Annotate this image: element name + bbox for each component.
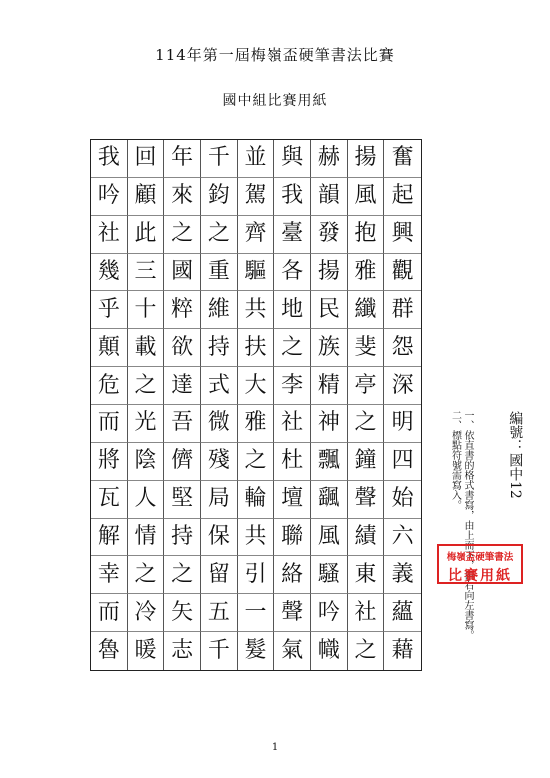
- grid-cell: 群: [384, 291, 421, 329]
- grid-cell: 神: [311, 405, 348, 443]
- grid-cell: 共: [238, 291, 275, 329]
- grid-cell: 聲: [348, 481, 385, 519]
- grid-cell: 鐘: [348, 443, 385, 481]
- grid-cell: 之: [238, 443, 275, 481]
- grid-cell: 斐: [348, 329, 385, 367]
- grid-cell: 鈞: [201, 178, 238, 216]
- page-number: 1: [271, 742, 279, 753]
- grid-cell: 危: [91, 367, 128, 405]
- grid-cell: 千: [201, 140, 238, 178]
- grid-cell: 民: [311, 291, 348, 329]
- grid-cell: 維: [201, 291, 238, 329]
- grid-cell: 一: [238, 594, 275, 632]
- page-title: 114年第一屆梅嶺盃硬筆書法比賽: [155, 46, 395, 64]
- grid-cell: 乎: [91, 291, 128, 329]
- grid-cell: 陰: [128, 443, 165, 481]
- grid-cell: 亭: [348, 367, 385, 405]
- grid-cell: 絡: [274, 556, 311, 594]
- grid-cell: 揚: [348, 140, 385, 178]
- grid-cell: 吟: [91, 178, 128, 216]
- grid-cell: 李: [274, 367, 311, 405]
- stamp-line-1: 梅嶺盃硬筆書法: [446, 552, 514, 563]
- grid-cell: 扶: [238, 329, 275, 367]
- grid-cell: 情: [128, 519, 165, 557]
- grid-cell: 績: [348, 519, 385, 557]
- grid-cell: 國: [164, 254, 201, 292]
- grid-cell: 杜: [274, 443, 311, 481]
- grid-cell: 持: [201, 329, 238, 367]
- grid-cell: 之: [164, 556, 201, 594]
- grid-cell: 怨: [384, 329, 421, 367]
- grid-cell: 吟: [311, 594, 348, 632]
- grid-cell: 人: [128, 481, 165, 519]
- grid-cell: 族: [311, 329, 348, 367]
- grid-cell: 驅: [238, 254, 275, 292]
- grid-cell: 抱: [348, 216, 385, 254]
- grid-cell: 之: [128, 556, 165, 594]
- grid-cell: 颻: [311, 481, 348, 519]
- grid-cell: 達: [164, 367, 201, 405]
- page-subtitle: 國中組比賽用紙: [222, 93, 328, 109]
- grid-cell: 社: [348, 594, 385, 632]
- grid-cell: 解: [91, 519, 128, 557]
- grid-cell: 五: [201, 594, 238, 632]
- grid-cell: 聲: [274, 594, 311, 632]
- serial-number: 編號：國中12: [507, 411, 524, 499]
- grid-cell: 十: [128, 291, 165, 329]
- grid-cell: 與: [274, 140, 311, 178]
- grid-cell: 而: [91, 594, 128, 632]
- grid-cell: 持: [164, 519, 201, 557]
- grid-cell: 纖: [348, 291, 385, 329]
- grid-cell: 矢: [164, 594, 201, 632]
- grid-cell: 義: [384, 556, 421, 594]
- writing-grid: [90, 139, 422, 671]
- grid-cell: 始: [384, 481, 421, 519]
- grid-cell: 社: [91, 216, 128, 254]
- grid-cell: 臺: [274, 216, 311, 254]
- grid-cell: 式: [201, 367, 238, 405]
- grid-cell: 回: [128, 140, 165, 178]
- grid-cell: 之: [348, 632, 385, 670]
- grid-cell: 起: [384, 178, 421, 216]
- grid-cell: 光: [128, 405, 165, 443]
- grid-cell: 重: [201, 254, 238, 292]
- grid-cell: 飄: [311, 443, 348, 481]
- grid-cell: 魯: [91, 632, 128, 670]
- grid-cell: 之: [274, 329, 311, 367]
- grid-cell: 風: [348, 178, 385, 216]
- grid-cell: 顛: [91, 329, 128, 367]
- grid-cell: 欲: [164, 329, 201, 367]
- grid-cell: 興: [384, 216, 421, 254]
- instruction-line-2: 二、標點符號需寫入。: [449, 410, 461, 510]
- grid-cell: 來: [164, 178, 201, 216]
- grid-cell: 騷: [311, 556, 348, 594]
- grid-cell: 瓦: [91, 481, 128, 519]
- grid-cell: 而: [91, 405, 128, 443]
- grid-cell: 我: [91, 140, 128, 178]
- grid-cell: 幟: [311, 632, 348, 670]
- grid-cell: 髮: [238, 632, 275, 670]
- grid-cell: 載: [128, 329, 165, 367]
- grid-cell: 聯: [274, 519, 311, 557]
- competition-stamp: [437, 544, 523, 584]
- instruction-line-1: 一、依直書的格式書寫，由上而下，由右向左書寫。: [462, 410, 473, 640]
- grid-cell: 吾: [164, 405, 201, 443]
- grid-cell: 引: [238, 556, 275, 594]
- grid-cell: 暖: [128, 632, 165, 670]
- grid-cell: 千: [201, 632, 238, 670]
- grid-cell: 冷: [128, 594, 165, 632]
- grid-cell: 雅: [348, 254, 385, 292]
- grid-cell: 儕: [164, 443, 201, 481]
- grid-cell: 發: [311, 216, 348, 254]
- grid-cell: 蘊: [384, 594, 421, 632]
- grid-cell: 殘: [201, 443, 238, 481]
- grid-cell: 並: [238, 140, 275, 178]
- stamp-line-2: 比賽用紙: [448, 568, 512, 584]
- grid-cell: 各: [274, 254, 311, 292]
- grid-cell: 大: [238, 367, 275, 405]
- grid-cell: 幸: [91, 556, 128, 594]
- grid-cell: 年: [164, 140, 201, 178]
- grid-cell: 四: [384, 443, 421, 481]
- grid-cell: 之: [164, 216, 201, 254]
- grid-cell: 風: [311, 519, 348, 557]
- grid-cell: 留: [201, 556, 238, 594]
- grid-cell: 顧: [128, 178, 165, 216]
- grid-cell: 精: [311, 367, 348, 405]
- instructions: [448, 410, 473, 640]
- grid-cell: 觀: [384, 254, 421, 292]
- grid-cell: 共: [238, 519, 275, 557]
- grid-cell: 地: [274, 291, 311, 329]
- grid-cell: 此: [128, 216, 165, 254]
- grid-cell: 保: [201, 519, 238, 557]
- grid-cell: 雅: [238, 405, 275, 443]
- grid-cell: 赫: [311, 140, 348, 178]
- grid-cell: 堅: [164, 481, 201, 519]
- grid-cell: 韻: [311, 178, 348, 216]
- grid-cell: 壇: [274, 481, 311, 519]
- grid-cell: 東: [348, 556, 385, 594]
- grid-cell: 齊: [238, 216, 275, 254]
- grid-cell: 志: [164, 632, 201, 670]
- grid-cell: 明: [384, 405, 421, 443]
- grid-cell: 粹: [164, 291, 201, 329]
- grid-cell: 將: [91, 443, 128, 481]
- grid-cell: 之: [128, 367, 165, 405]
- grid-cell: 深: [384, 367, 421, 405]
- grid-cell: 局: [201, 481, 238, 519]
- grid-cell: 六: [384, 519, 421, 557]
- grid-cell: 微: [201, 405, 238, 443]
- grid-cell: 三: [128, 254, 165, 292]
- grid-cell: 氣: [274, 632, 311, 670]
- grid-cell: 之: [201, 216, 238, 254]
- grid-cell: 揚: [311, 254, 348, 292]
- grid-cell: 藉: [391, 638, 414, 664]
- grid-cell: 社: [274, 405, 311, 443]
- grid-cell: 駕: [238, 178, 275, 216]
- grid-cell: 幾: [91, 254, 128, 292]
- grid-cell: 之: [348, 405, 385, 443]
- grid-cell: 我: [274, 178, 311, 216]
- grid-cell: 奮: [384, 140, 421, 178]
- grid-cell: 輪: [238, 481, 275, 519]
